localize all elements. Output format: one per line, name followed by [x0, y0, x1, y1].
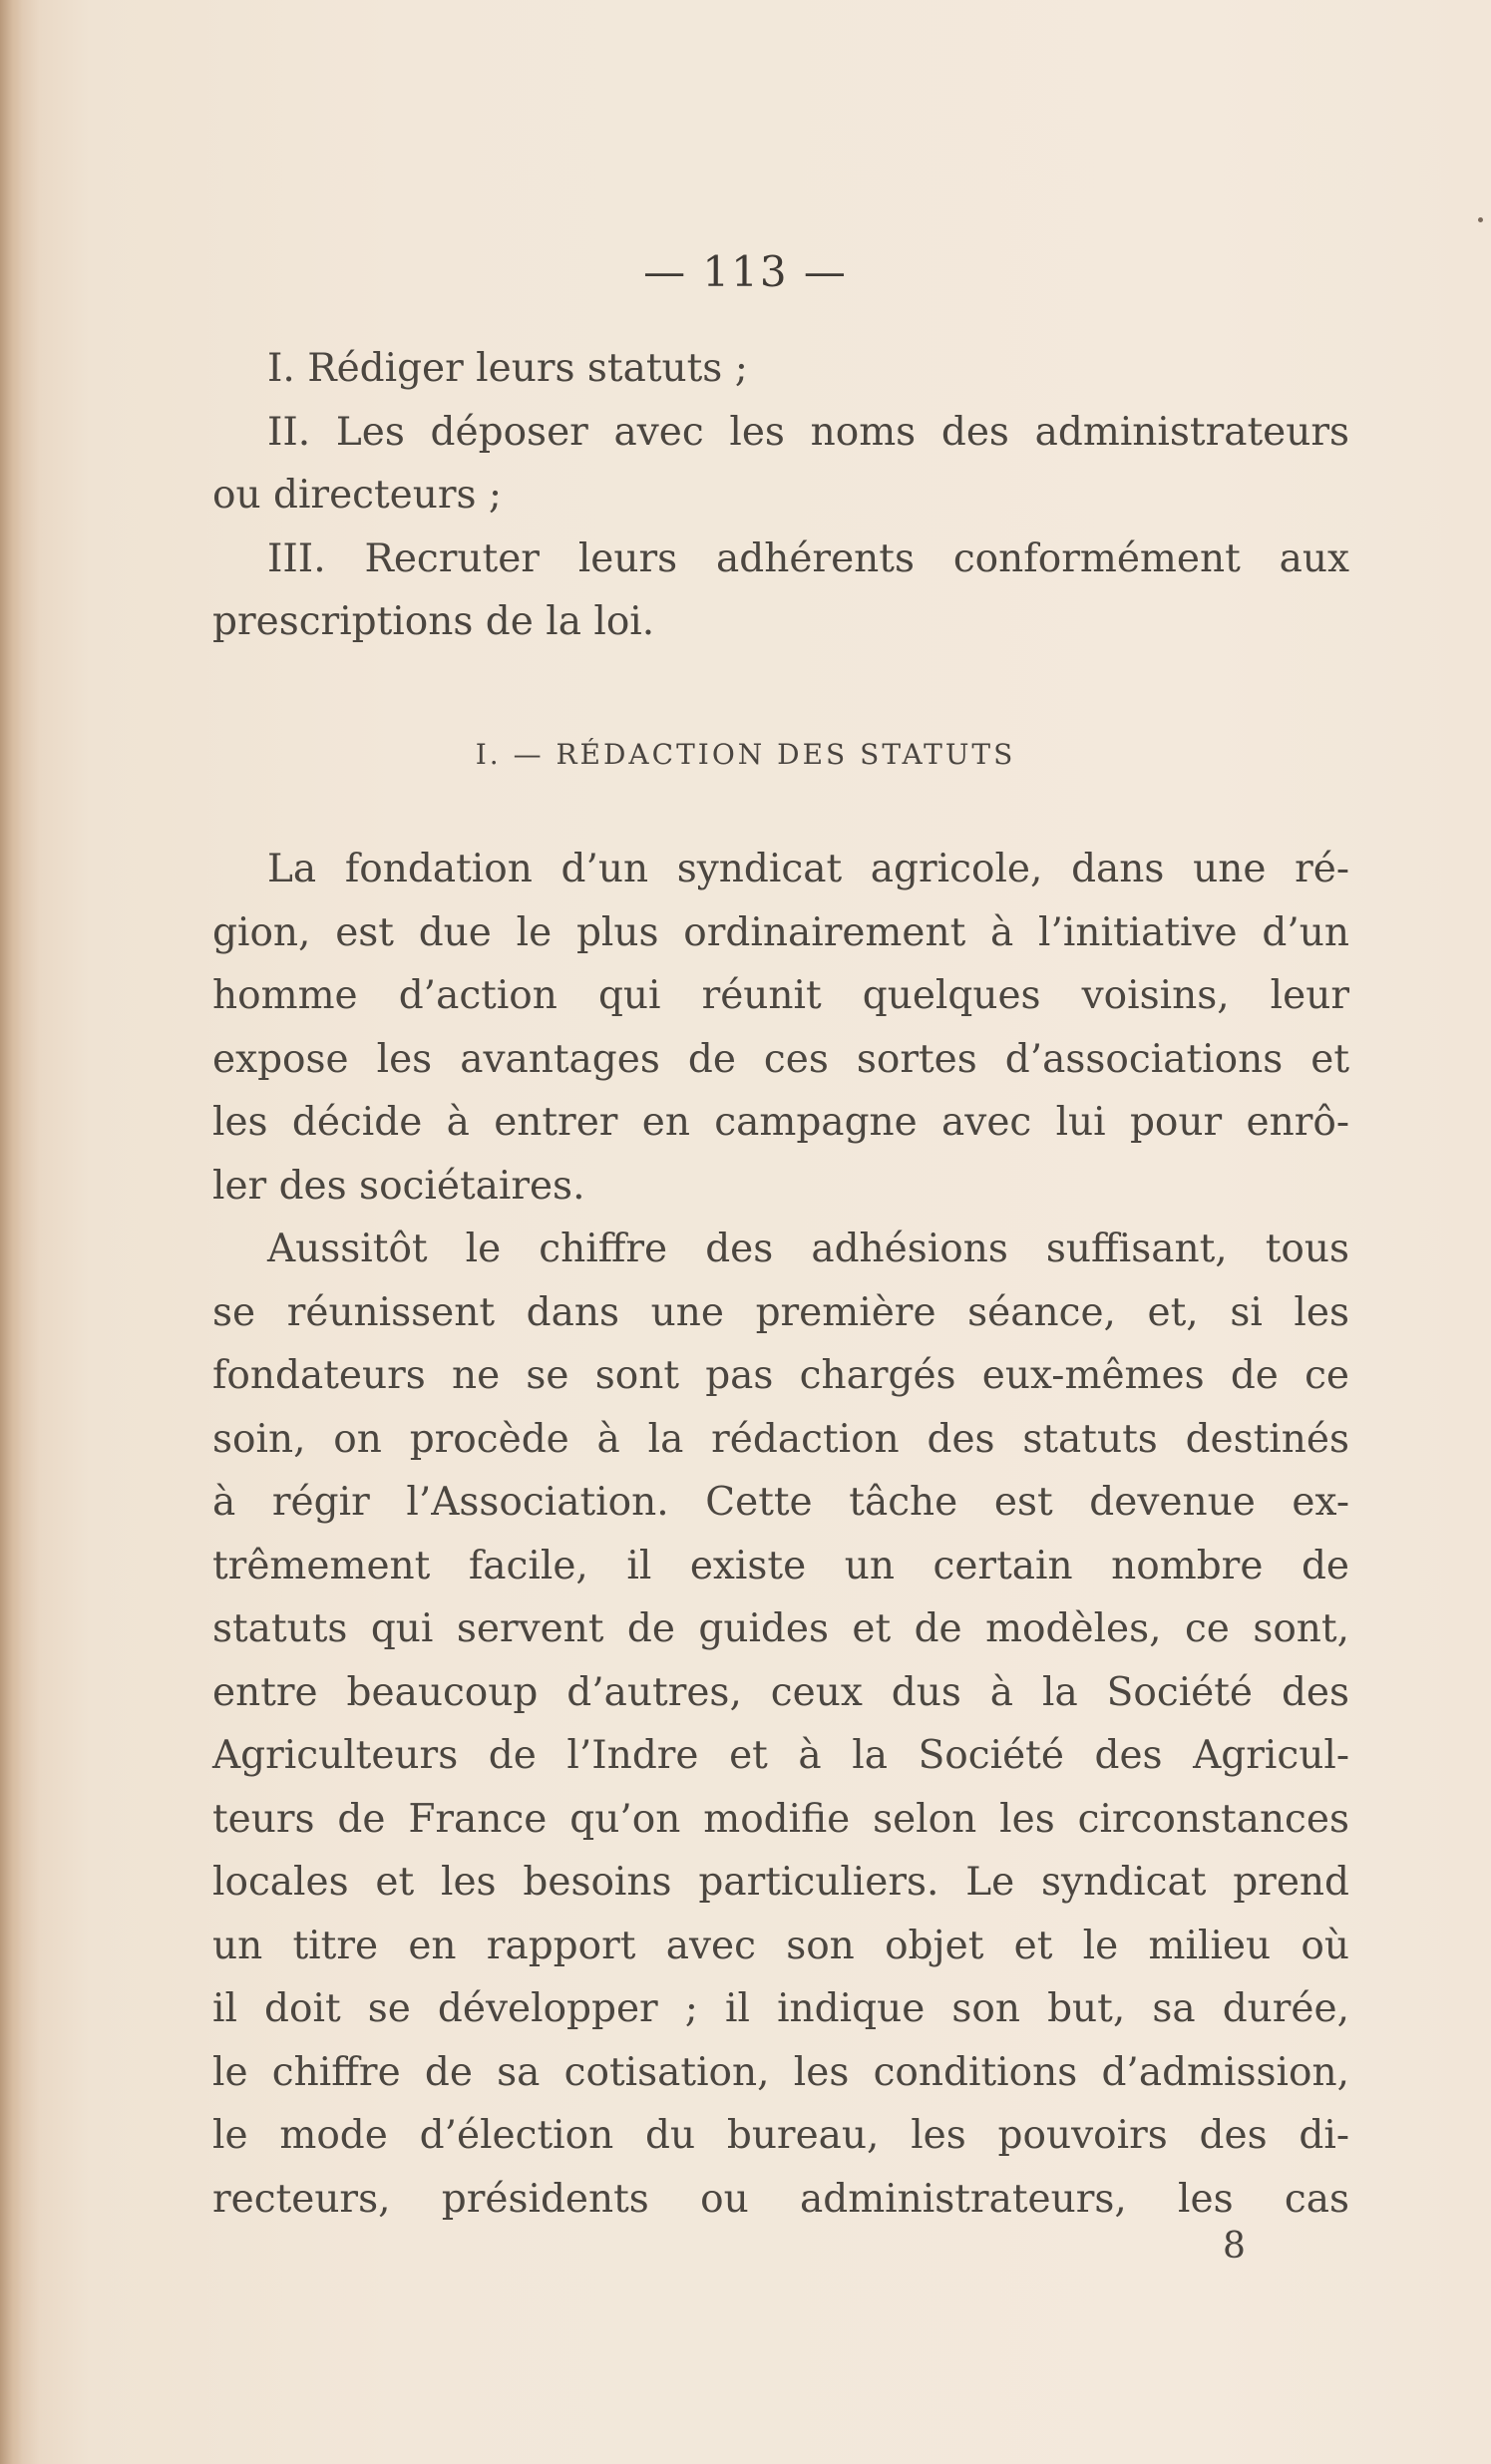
- signature-mark: 8: [1223, 2226, 1246, 2267]
- text-line: il doit se développer ; il indique son but, sa durée,: [212, 1986, 1349, 2031]
- page-number-header: — 113 —: [643, 247, 848, 296]
- text-line: fondateurs ne se sont pas chargés eux-mêmes de ce: [212, 1353, 1349, 1398]
- list-line: prescriptions de la loi.: [212, 599, 655, 644]
- list-line: I. Rédiger leurs statuts ;: [267, 346, 748, 391]
- text-line: La fondation d’un syndicat agricole, dans une ré-: [267, 847, 1349, 891]
- text-line: à régir l’Association. Cette tâche est devenue ex-: [212, 1480, 1349, 1525]
- list-line: ou directeurs ;: [212, 473, 503, 518]
- text-line: Agriculteurs de l’Indre et à la Société des Agricul-: [212, 1733, 1349, 1778]
- text-line: se réunissent dans une première séance, et, si les: [212, 1289, 1349, 1335]
- text-line: teurs de France qu’on modifie selon les circonstances: [212, 1796, 1349, 1842]
- section-heading: I. — RÉDACTION DES STATUTS: [475, 738, 1016, 771]
- list-line: II. Les déposer avec les noms des administrateurs: [267, 409, 1349, 455]
- text-line: le mode d’élection du bureau, les pouvoirs des di-: [212, 2113, 1349, 2158]
- enumerated-list: [212, 337, 1349, 654]
- text-line: Aussitôt le chiffre des adhésions suffisant, tous: [267, 1227, 1349, 1271]
- paper-speck: [1478, 217, 1483, 222]
- text-line: ler des sociétaires.: [212, 1163, 585, 1209]
- text-line: homme d’action qui réunit quelques voisins, leur: [212, 973, 1349, 1018]
- text-line: locales et les besoins particuliers. Le syndicat prend: [212, 1860, 1349, 1905]
- body-text: [212, 838, 1349, 2231]
- text-line: recteurs, présidents ou administrateurs, les cas: [212, 2176, 1349, 2222]
- text-line: expose les avantages de ces sortes d’associations et: [212, 1036, 1349, 1082]
- text-line: soin, on procède à la rédaction des statuts destinés: [212, 1416, 1349, 1462]
- text-line: gion, est due le plus ordinairement à l’initiative d’un: [212, 909, 1349, 955]
- text-line: un titre en rapport avec son objet et le milieu où: [212, 1923, 1349, 1968]
- binding-edge-shadow: [0, 0, 22, 2464]
- text-line: statuts qui servent de guides et de modèles, ce sont,: [212, 1606, 1349, 1651]
- text-line: les décide à entrer en campagne avec lui pour enrô-: [212, 1100, 1349, 1145]
- text-line: trêmement facile, il existe un certain nombre de: [212, 1543, 1349, 1588]
- list-line: III. Recruter leurs adhérents conformément aux: [267, 535, 1349, 581]
- text-line: le chiffre de sa cotisation, les conditions d’admission,: [212, 2049, 1349, 2095]
- text-line: entre beaucoup d’autres, ceux dus à la Société des: [212, 1669, 1349, 1715]
